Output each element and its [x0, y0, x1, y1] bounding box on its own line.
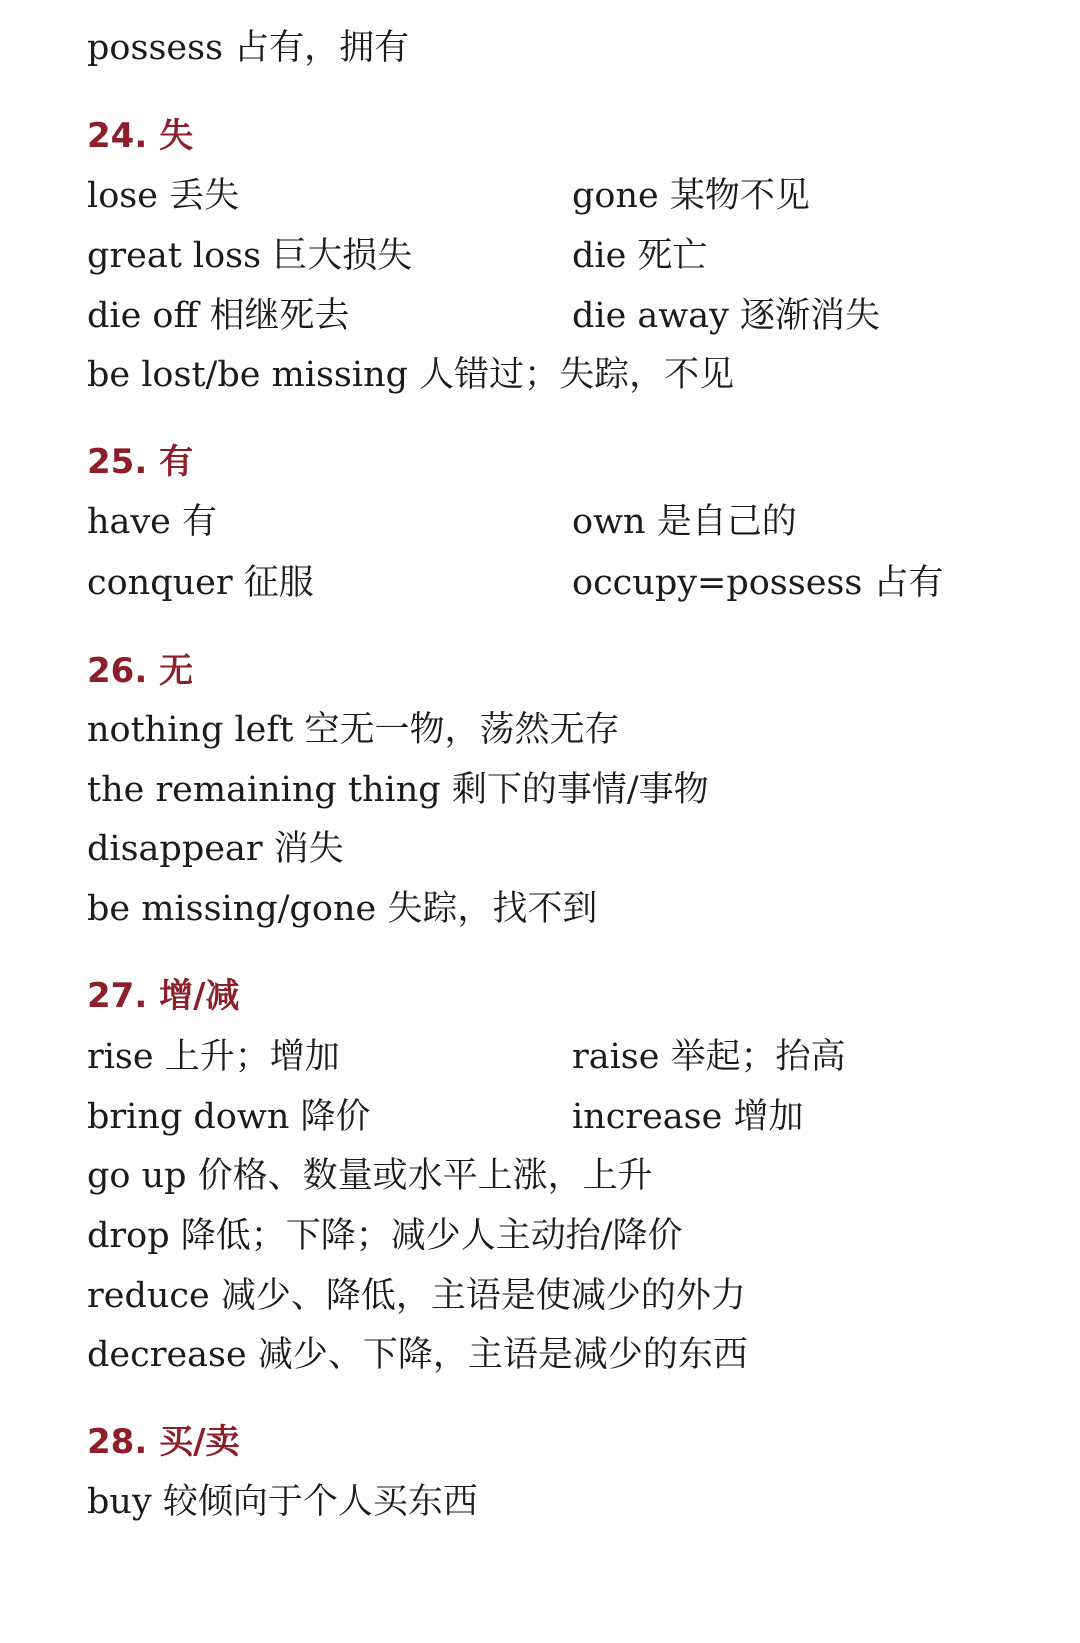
section-heading-27: 27. 增/减	[87, 976, 240, 1016]
entry-rise: rise 上升；增加	[87, 1037, 340, 1077]
entry-lose: lose 丢失	[87, 176, 240, 216]
section-heading-25: 25. 有	[87, 442, 194, 482]
entry-go-up: go up 价格、数量或水平上涨，上升	[87, 1156, 653, 1196]
entry-be-missing: be missing/gone 失踪，找不到	[87, 889, 598, 929]
entry-possess: possess 占有，拥有	[87, 28, 410, 68]
entry-reduce: reduce 减少、降低，主语是使减少的外力	[87, 1276, 746, 1316]
entry-conquer: conquer 征服	[87, 563, 314, 603]
entry-nothing-left: nothing left 空无一物，荡然无存	[87, 710, 620, 750]
entry-be-lost: be lost/be missing 人错过；失踪，不见	[87, 355, 735, 395]
section-heading-26: 26. 无	[87, 651, 194, 691]
entry-decrease: decrease 减少、下降，主语是减少的东西	[87, 1335, 748, 1375]
entry-die-away: die away 逐渐消失	[572, 296, 881, 336]
entry-have: have 有	[87, 502, 218, 542]
section-heading-24: 24. 失	[87, 116, 194, 156]
entry-die-off: die off 相继死去	[87, 296, 350, 336]
entry-drop: drop 降低；下降；减少人主动抬/降价	[87, 1216, 683, 1256]
entry-occupy: occupy=possess 占有	[572, 563, 944, 603]
entry-buy: buy 较倾向于个人买东西	[87, 1482, 478, 1522]
entry-remaining-thing: the remaining thing 剩下的事情/事物	[87, 770, 709, 810]
entry-bring-down: bring down 降价	[87, 1097, 371, 1137]
entry-die: die 死亡	[572, 236, 708, 276]
entry-increase: increase 增加	[572, 1097, 804, 1137]
entry-great-loss: great loss 巨大损失	[87, 236, 413, 276]
entry-raise: raise 举起；抬高	[572, 1037, 846, 1077]
section-heading-28: 28. 买/卖	[87, 1422, 240, 1462]
entry-own: own 是自己的	[572, 502, 797, 542]
entry-disappear: disappear 消失	[87, 829, 344, 869]
entry-gone: gone 某物不见	[572, 176, 810, 216]
